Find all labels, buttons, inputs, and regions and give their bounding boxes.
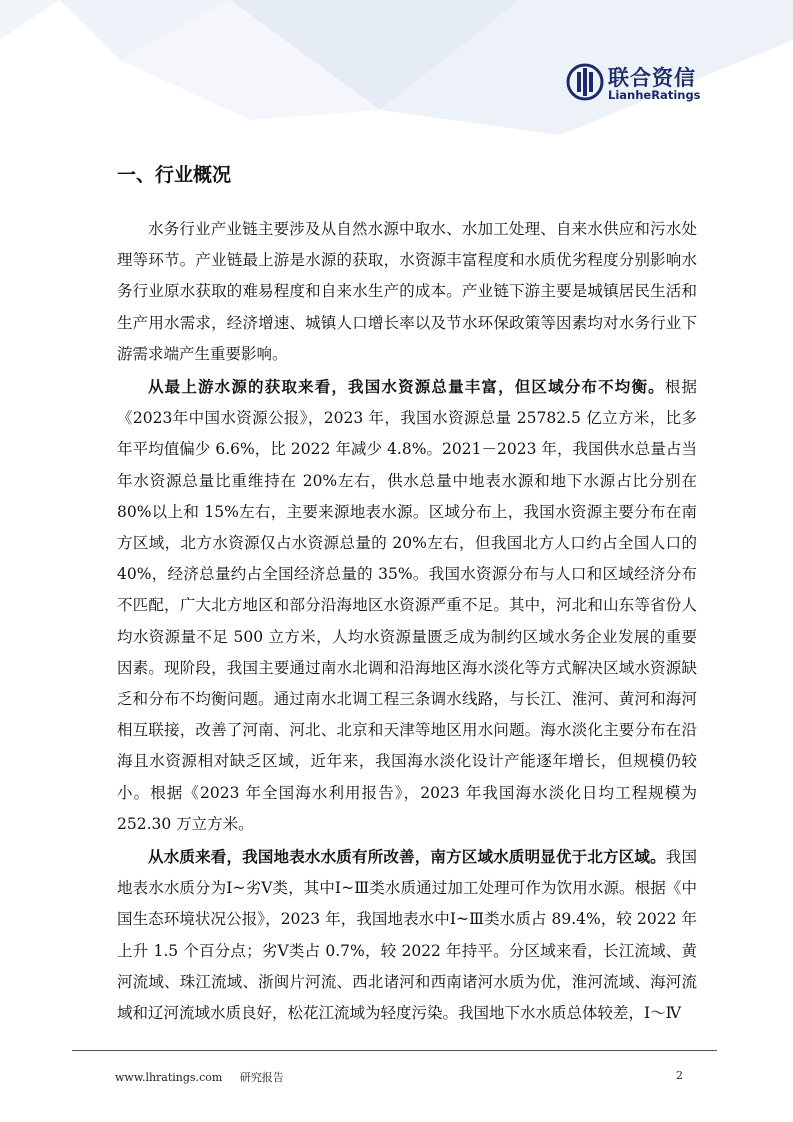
logo-english-name: LianheRatings bbox=[608, 88, 701, 102]
paragraph-text: 我国地表水水质分为Ⅰ~劣Ⅴ类，其中Ⅰ~Ⅲ类水质通过加工处理可作为饮用水源。根据《中国生态环境状况公报》，2023 年，我国地表水中Ⅰ~Ⅲ类水质占 89.4%，较 2022 年上升 1.5 个百分点；劣Ⅴ类占 0.7%，较 2022 年持平。分区域来看，长江流域、黄河流域、珠江流域、浙闽片河流、西北诸河和西南诸河水质为优，淮河流域、海河流域和辽河流域水质良好，松花江流域为轻度污染。我国地下水水质总体较差，Ⅰ～Ⅳ bbox=[117, 848, 697, 1023]
paragraph-lead: 从水质来看，我国地表水水质有所改善，南方区域水质明显优于北方区域。 bbox=[148, 848, 666, 867]
section-title: 一、行业概况 bbox=[117, 164, 232, 186]
company-logo bbox=[566, 62, 706, 104]
footer-info bbox=[115, 1069, 298, 1085]
paragraph-water-quality bbox=[117, 842, 697, 1029]
paragraph-text: 水务行业产业链主要涉及从自然水源中取水、水加工处理、自来水供应和污水处理等环节。产业链最上游是水源的获取，水资源丰富程度和水质优劣程度分别影响水务行业原水获取的难易程度和自来水生产的成本。产业链下游主要是城镇居民生活和生产用水需求，经济增速、城镇人口增长率以及节水环保政策等因素均对水务行业下游需求端产生重要影响。 bbox=[117, 220, 697, 363]
footer-website: www.lhratings.com bbox=[115, 1071, 223, 1084]
footer-divider bbox=[72, 1050, 717, 1051]
paragraph-water-source bbox=[117, 372, 697, 840]
paragraph-lead: 从最上游水源的获取来看，我国水资源总量丰富，但区域分布不均衡。 bbox=[148, 378, 665, 397]
page-number: 2 bbox=[676, 1069, 683, 1082]
logo-chinese-name: 联合资信 bbox=[608, 66, 696, 90]
footer-report-type: 研究报告 bbox=[239, 1071, 284, 1084]
paragraph-text: 根据《2023年中国水资源公报》，2023 年，我国水资源总量 25782.5 亿立方米，比多年平均值偏少 6.6%，比 2022 年减少 4.8%。2021－2023 年，我国供水总量占当年水资源总量比重维持在 20%左右，供水总量中地表水源和地下水源占比分别在 80%以上和 15%左右，主要来源地表水源。区域分布上，我国水资源主要分布在南方区域，北方水资源仅占水资源总量的 20%左右，但我国北方人口约占全国人口的 40%，经济总量约占全国经济总量的 35%。我国水资源分布与人口和区域经济分布不匹配，广大北方地区和部分沿海地区水资源严重不足。其中，河北和山东等省份人均水资源量不足 500 立方米，人均水资源量匮乏成为制约区域水务企业发展的重要因素。现阶段，我国主要通过南水北调和沿海地区海水淡化等方式解决区域水资源缺乏和分布不均衡问题。通过南水北调工程三条调水线路，与长江、淮河、黄河和海河相互联接，改善了河南、河北、北京和天津等地区用水问题。海水淡化主要分布在沿海且水资源相对缺乏区域，近年来，我国海水淡化设计产能逐年增长，但规模仍较小。根据《2023 年全国海水利用报告》，2023 年我国海水淡化日均工程规模为 252.30 万立方米。 bbox=[117, 378, 697, 833]
lianhe-logo-icon bbox=[566, 62, 604, 102]
article-body bbox=[117, 214, 697, 1031]
paragraph-industry-chain bbox=[117, 214, 697, 370]
